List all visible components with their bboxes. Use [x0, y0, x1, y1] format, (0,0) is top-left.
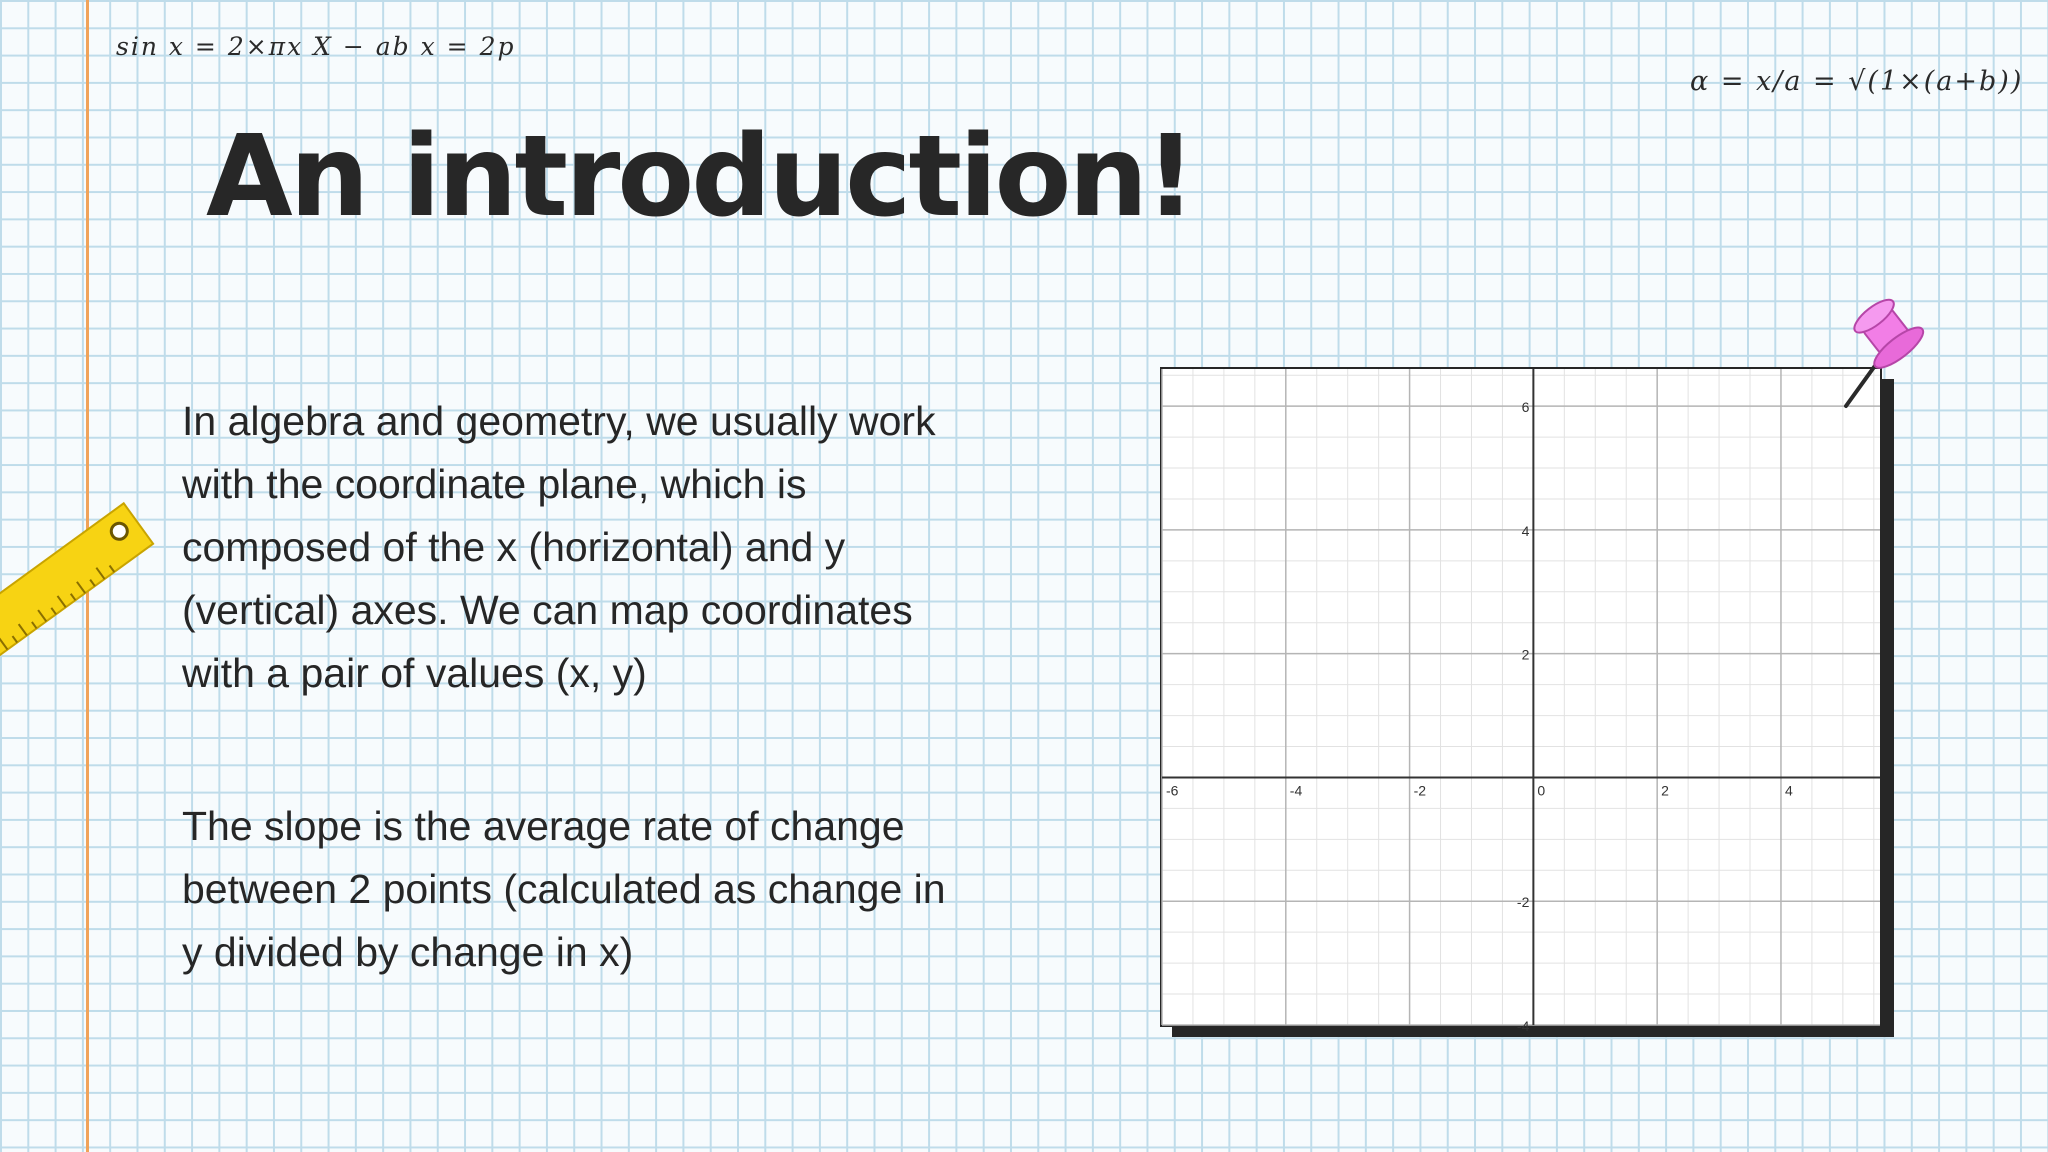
handwritten-formula-right: α = x/a = √(1×(a+b)) [1690, 66, 2024, 97]
paragraph-slope: The slope is the average rate of change between 2 points (calculated as change in y divided by change in x) [182, 803, 946, 975]
y-tick-label: 4 [1521, 522, 1530, 539]
ruler-icon [0, 490, 130, 650]
y-tick-label: 2 [1521, 646, 1530, 663]
x-tick-label: 2 [1661, 782, 1669, 799]
coordinate-plane-chart [1162, 369, 1880, 1034]
x-tick-label: 4 [1784, 782, 1793, 799]
pushpin-icon [1838, 294, 1948, 414]
x-tick-label: -6 [1166, 782, 1179, 799]
slide-title: An introduction! [206, 112, 1194, 242]
y-tick-label: -4 [1516, 1018, 1530, 1034]
paragraph-coordinate-plane: In algebra and geometry, we usually work with the coordinate plane, which is composed of the x (horizontal) and y (vertical) axes. We can map coordinates with a pair of values (x, y) [182, 398, 936, 696]
coordinate-plane-card [1160, 367, 1882, 1034]
y-tick-label: 6 [1521, 399, 1530, 416]
x-tick-label: 0 [1537, 782, 1546, 799]
handwritten-formula-left: sin x = 2×πx X − ab x = 2p [116, 32, 516, 61]
y-tick-label: -2 [1516, 894, 1530, 911]
x-tick-label: -2 [1413, 782, 1427, 799]
x-tick-label: -4 [1289, 782, 1303, 799]
